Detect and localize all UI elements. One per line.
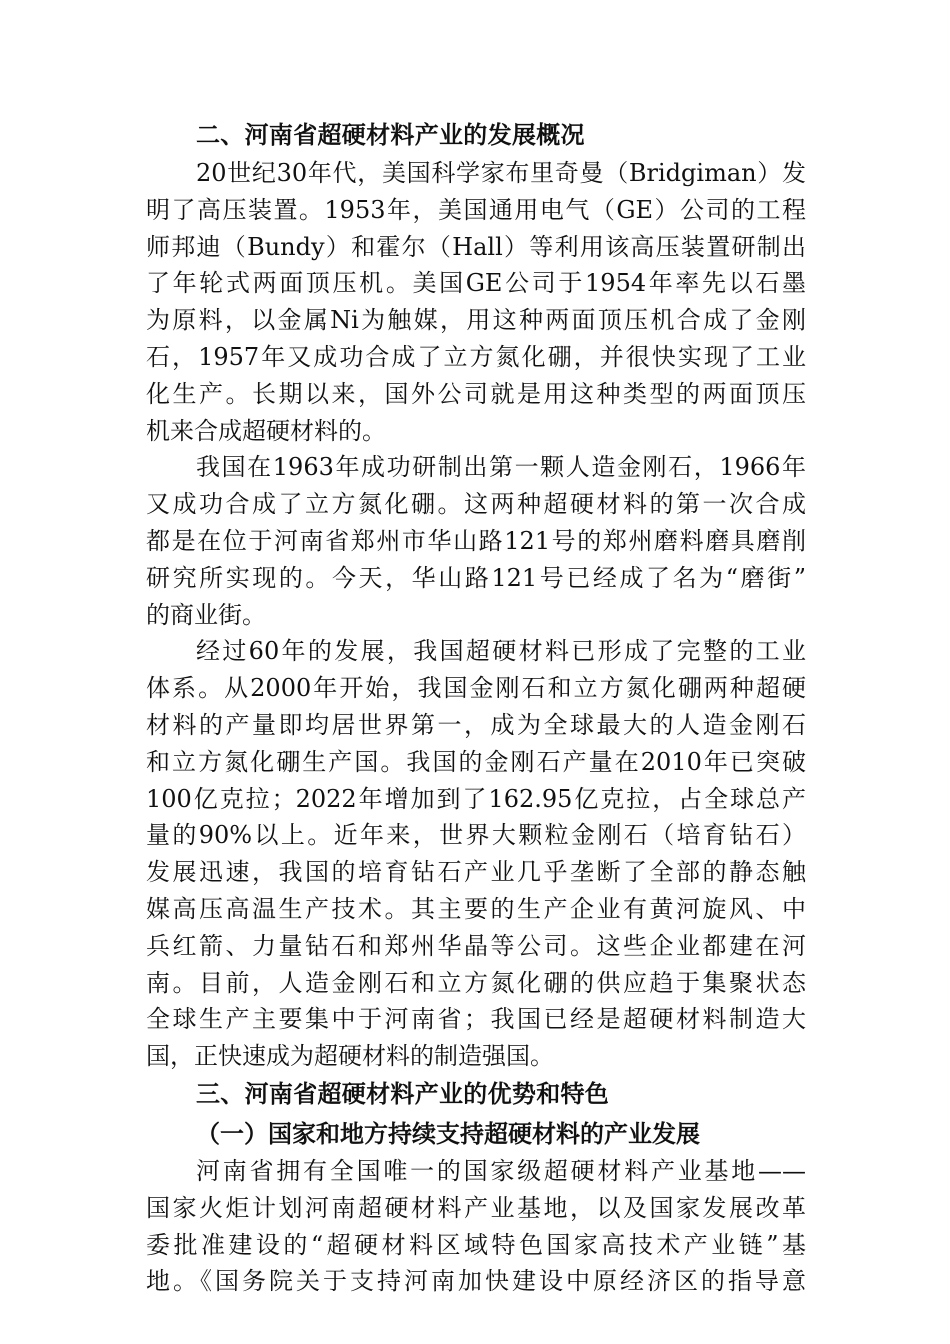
text-line: 全球生产主要集中于河南省；我国已经是超硬材料制造大: [146, 1005, 806, 1034]
paragraph-china-first-synthesis: [146, 449, 806, 633]
text-line: 发展迅速，我国的培育钻石产业几乎垄断了全部的静态触: [146, 858, 806, 887]
subsection-heading-national-support: （一）国家和地方持续支持超硬材料的产业发展: [196, 1118, 700, 1148]
text-line: 和立方氮化硼生产国。我国的金刚石产量在2010年已突破: [146, 747, 806, 776]
text-line: 地。《国务院关于支持河南加快建设中原经济区的指导意: [146, 1267, 806, 1296]
text-line: 委批准建设的“超硬材料区域特色国家高技术产业链”基: [146, 1230, 806, 1259]
text-line: 都是在位于河南省郑州市华山路121号的郑州磨料磨具磨削: [146, 526, 806, 555]
text-line: 研究所实现的。今天，华山路121号已经成了名为“磨街”: [146, 563, 806, 592]
text-line: 又成功合成了立方氮化硼。这两种超硬材料的第一次合成: [146, 490, 806, 519]
text-line: 国，正快速成为超硬材料的制造强国。: [146, 1042, 554, 1071]
text-line: 国家火炬计划河南超硬材料产业基地，以及国家发展改革: [146, 1193, 806, 1222]
text-line: 南。目前，人造金刚石和立方氮化硼的供应趋于集聚状态: [146, 968, 806, 997]
document-body: [146, 116, 806, 1300]
text-line: 明了高压装置。1953年，美国通用电气（GE）公司的工程: [146, 195, 806, 224]
text-line: 河南省拥有全国唯一的国家级超硬材料产业基地——: [196, 1156, 806, 1185]
paragraph-industry-growth: [146, 633, 806, 1075]
text-line: 20世纪30年代，美国科学家布里奇曼（Bridgiman）发: [196, 159, 806, 187]
text-line: 师邦迪（Bundy）和霍尔（Hall）等利用该高压装置研制出: [146, 232, 806, 261]
text-line: 为原料，以金属Ni为触媒，用这种两面顶压机合成了金刚: [146, 306, 806, 335]
text-line: 经过60年的发展，我国超硬材料已形成了完整的工业: [196, 637, 806, 666]
paragraph-history: [146, 155, 806, 449]
text-line: 量的90%以上。近年来，世界大颗粒金刚石（培育钻石）: [146, 821, 806, 850]
text-line: 的商业街。: [146, 600, 266, 629]
text-line: 体系。从2000年开始，我国金刚石和立方氮化硼两种超硬: [146, 674, 806, 703]
text-line: 石，1957年又成功合成了立方氮化硼，并很快实现了工业: [146, 342, 806, 371]
text-line: 机来合成超硬材料的。: [146, 416, 386, 445]
text-line: 化生产。长期以来，国外公司就是用这种类型的两面顶压: [146, 379, 806, 408]
paragraph-industry-base: [146, 1153, 806, 1300]
section-heading-development-overview: 二、河南省超硬材料产业的发展概况: [196, 121, 585, 149]
text-line: 我国在1963年成功研制出第一颗人造金刚石，1966年: [196, 453, 806, 482]
text-line: 兵红箭、力量钻石和郑州华晶等公司。这些企业都建在河: [146, 931, 806, 960]
text-line: 100亿克拉；2022年增加到了162.95亿克拉，占全球总产: [146, 784, 806, 813]
section-heading-advantages: 三、河南省超硬材料产业的优势和特色: [196, 1079, 610, 1108]
text-line: 材料的产量即均居世界第一，成为全球最大的人造金刚石: [146, 710, 806, 739]
text-line: 了年轮式两面顶压机。美国GE公司于1954年率先以石墨: [146, 269, 806, 298]
text-line: 媒高压高温生产技术。其主要的生产企业有黄河旋风、中: [146, 894, 806, 923]
